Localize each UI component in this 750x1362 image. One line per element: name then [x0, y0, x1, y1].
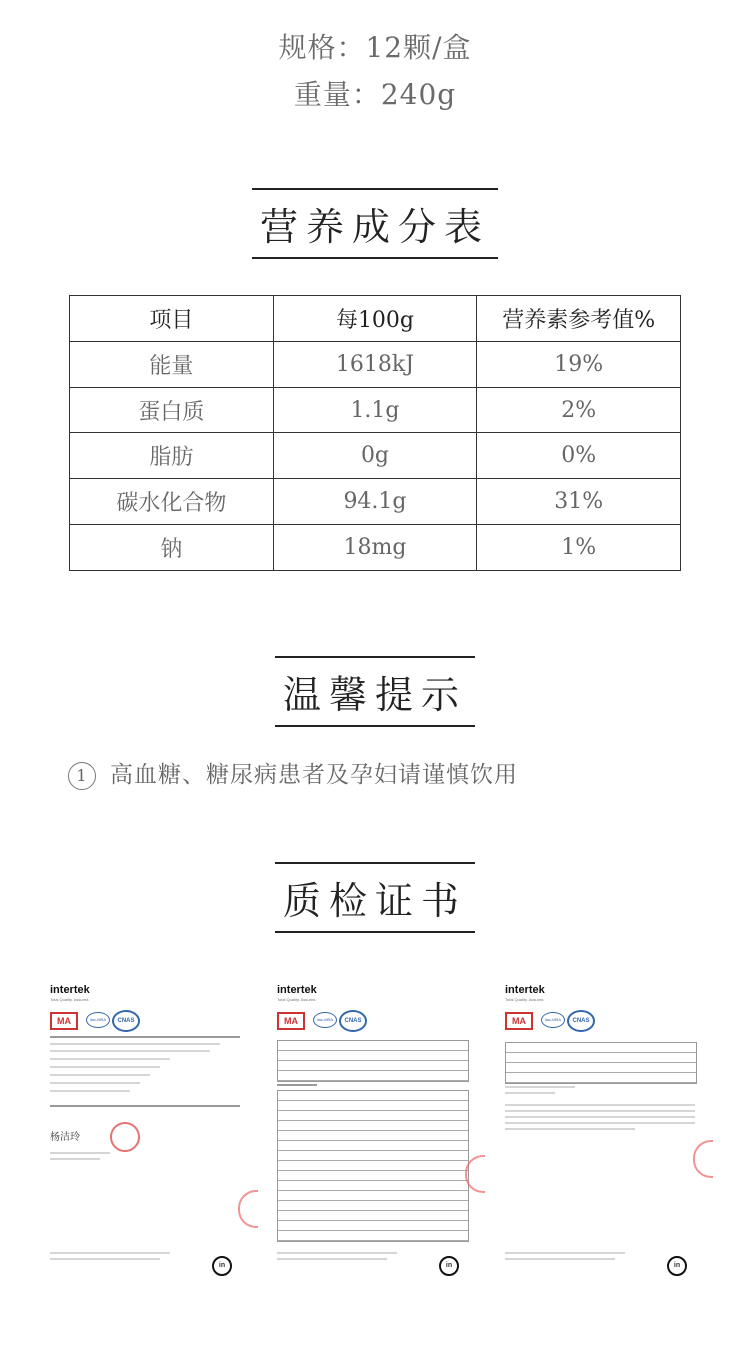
- weight-line: 重量：240g: [293, 78, 457, 111]
- ilac-mark-icon: ilac-MRA: [313, 1012, 337, 1028]
- table-row: [70, 479, 681, 525]
- intertek-tagline: Total Quality. Assured.: [277, 997, 317, 1002]
- signature: 杨洁玲: [50, 1132, 80, 1143]
- certificate-page-3[interactable]: [505, 980, 705, 1280]
- nutrient-amount: 1618kJ: [273, 341, 477, 387]
- text-line: [50, 1082, 140, 1084]
- table-header-row: [70, 296, 681, 342]
- cnas-mark-icon: CNAS: [112, 1010, 140, 1032]
- ma-mark-icon: MA: [277, 1012, 305, 1030]
- intertek-tagline: Total Quality. Assured.: [505, 997, 545, 1002]
- tip-text: 高血糖、糖尿病患者及孕妇请谨慎饮用: [110, 762, 518, 788]
- nutrient-nrv: 19%: [477, 341, 681, 387]
- nutrient-nrv: 0%: [477, 433, 681, 479]
- text-line: [505, 1252, 625, 1254]
- text-line: [277, 1258, 387, 1260]
- text-line: [505, 1258, 615, 1260]
- text-line: [505, 1128, 635, 1130]
- result-table: [505, 1042, 697, 1084]
- text-line: [50, 1058, 170, 1060]
- text-line: [505, 1110, 695, 1112]
- nutrient-name: 蛋白质: [70, 387, 274, 433]
- header-per-100g: 每100g: [273, 296, 477, 342]
- result-table: [277, 1090, 469, 1242]
- text-line: [50, 1043, 220, 1045]
- text-line: [50, 1036, 240, 1038]
- certificate-page-1[interactable]: [50, 980, 250, 1280]
- ma-mark-icon: MA: [505, 1012, 533, 1030]
- in-logo-icon: in: [439, 1256, 459, 1276]
- seam-stamp-icon: [238, 1190, 258, 1228]
- header-nrv: 营养素参考值%: [477, 296, 681, 342]
- ma-mark-icon: MA: [50, 1012, 78, 1030]
- nutrient-name: 能量: [70, 341, 274, 387]
- nutrient-amount: 0g: [273, 433, 477, 479]
- text-line: [50, 1105, 240, 1107]
- intertek-logo: intertek: [50, 984, 90, 996]
- ilac-mark-icon: ilac-MRA: [541, 1012, 565, 1028]
- ilac-mark-icon: ilac-MRA: [86, 1012, 110, 1028]
- text-line: [505, 1092, 555, 1094]
- intertek-logo: intertek: [277, 984, 317, 996]
- nutrient-name: 碳水化合物: [70, 479, 274, 525]
- nutrition-table: [69, 295, 681, 571]
- intertek-tagline: Total Quality. Assured.: [50, 997, 90, 1002]
- nutrient-amount: 1.1g: [273, 387, 477, 433]
- text-line: [50, 1158, 100, 1160]
- in-logo-icon: in: [667, 1256, 687, 1276]
- nutrient-nrv: 1%: [477, 525, 681, 571]
- tips-title: 温馨提示: [275, 656, 475, 727]
- text-line: [505, 1086, 575, 1088]
- text-line: [50, 1090, 130, 1092]
- text-line: [277, 1252, 397, 1254]
- seam-stamp-icon: [693, 1140, 713, 1178]
- official-stamp-icon: [110, 1122, 140, 1152]
- table-row: [70, 433, 681, 479]
- text-line: [277, 1084, 317, 1086]
- text-line: [50, 1252, 170, 1254]
- text-line: [50, 1258, 160, 1260]
- text-line: [505, 1104, 695, 1106]
- text-line: [50, 1066, 160, 1068]
- text-line: [505, 1122, 695, 1124]
- in-logo-icon: in: [212, 1256, 232, 1276]
- nutrient-name: 钠: [70, 525, 274, 571]
- text-line: [50, 1050, 210, 1052]
- cnas-mark-icon: CNAS: [567, 1010, 595, 1032]
- nutrient-name: 脂肪: [70, 433, 274, 479]
- nutrition-title: 营养成分表: [252, 188, 498, 259]
- certificate-page-2[interactable]: [277, 980, 477, 1280]
- table-row: [70, 525, 681, 571]
- text-line: [505, 1116, 695, 1118]
- table-row: [70, 387, 681, 433]
- nutrient-amount: 18mg: [273, 525, 477, 571]
- text-line: [50, 1074, 150, 1076]
- certificate-title: 质检证书: [275, 862, 475, 933]
- circled-number: 1: [68, 762, 96, 790]
- intertek-logo: intertek: [505, 984, 545, 996]
- header-item: 项目: [70, 296, 274, 342]
- tip-item: [68, 756, 518, 790]
- table-row: [70, 341, 681, 387]
- text-line: [50, 1152, 110, 1154]
- nutrient-nrv: 31%: [477, 479, 681, 525]
- spec-line: 规格：12颗/盒: [278, 31, 472, 64]
- nutrient-amount: 94.1g: [273, 479, 477, 525]
- nutrient-nrv: 2%: [477, 387, 681, 433]
- cnas-mark-icon: CNAS: [339, 1010, 367, 1032]
- result-table: [277, 1040, 469, 1082]
